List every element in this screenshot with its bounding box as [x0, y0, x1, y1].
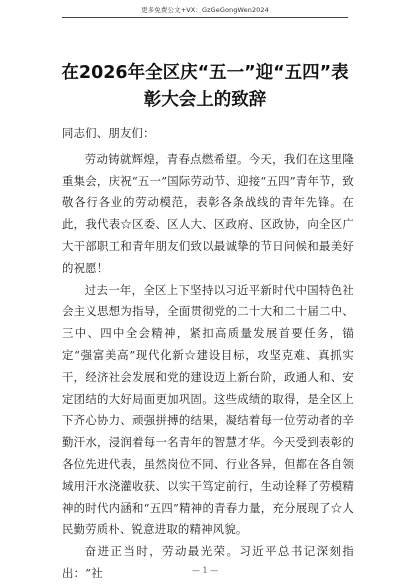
paragraph: 过去一年，全区上下坚持以习近平新时代中国特色社会主义思想为指导，全面贯彻党的二十大和二十届二中、三中、四中全会精神，紧扣高质量发展首要任务，锚定“强富美高”现代化新☆建设目标，攻坚克难、真抓实干，经济社会发展和党的建设迈上新台阶，政通人和、安定团结的大好局面更加巩固。这些成绩的取得，是全区上下齐心协力、顽强拼搏的结果，凝结着每一位劳动者的辛勤汗水，浸润着每一名青年的智慧才华。今天受到表彰的各位先进代表，虽然岗位不同、行业各异，但都在各自领域用汗水浇灌收获、以实干笃定前行，生动诠释了劳模精神的时代内涵和“五四”精神的青春力量，充分展现了☆人民勤劳质朴、锐意进取的精神风貌。	[62, 282, 354, 537]
header-note: 更多免费公文+VX：GzGeGongWen2024	[141, 6, 269, 14]
header-divider	[62, 17, 348, 18]
paragraph: 劳动铸就辉煌，青春点燃希望。今天，我们在这里隆重集会，庆祝“五一”国际劳动节、迎接“五四”青年节，致敬各行各业的劳动模范，表彰各条战线的青年先锋。在此，我代表☆区委、区人大、区政府、区政协，向全区广大干部职工和青年朋友们致以最诚挚的节日问候和最美好的祝愿！	[62, 151, 354, 275]
paragraph: 奋进正当时，劳动最光荣。习近平总书记深刻指出：“社	[62, 544, 354, 580]
page-number: — 1 —	[191, 566, 219, 575]
greeting: 同志们、朋友们：	[62, 126, 155, 140]
document-title	[40, 60, 370, 114]
title-line-1: 在2026年全区庆“五一”迎“五四”表	[61, 63, 349, 83]
title-line-2: 彰大会上的致辞	[143, 90, 267, 110]
document-body	[62, 123, 354, 585]
